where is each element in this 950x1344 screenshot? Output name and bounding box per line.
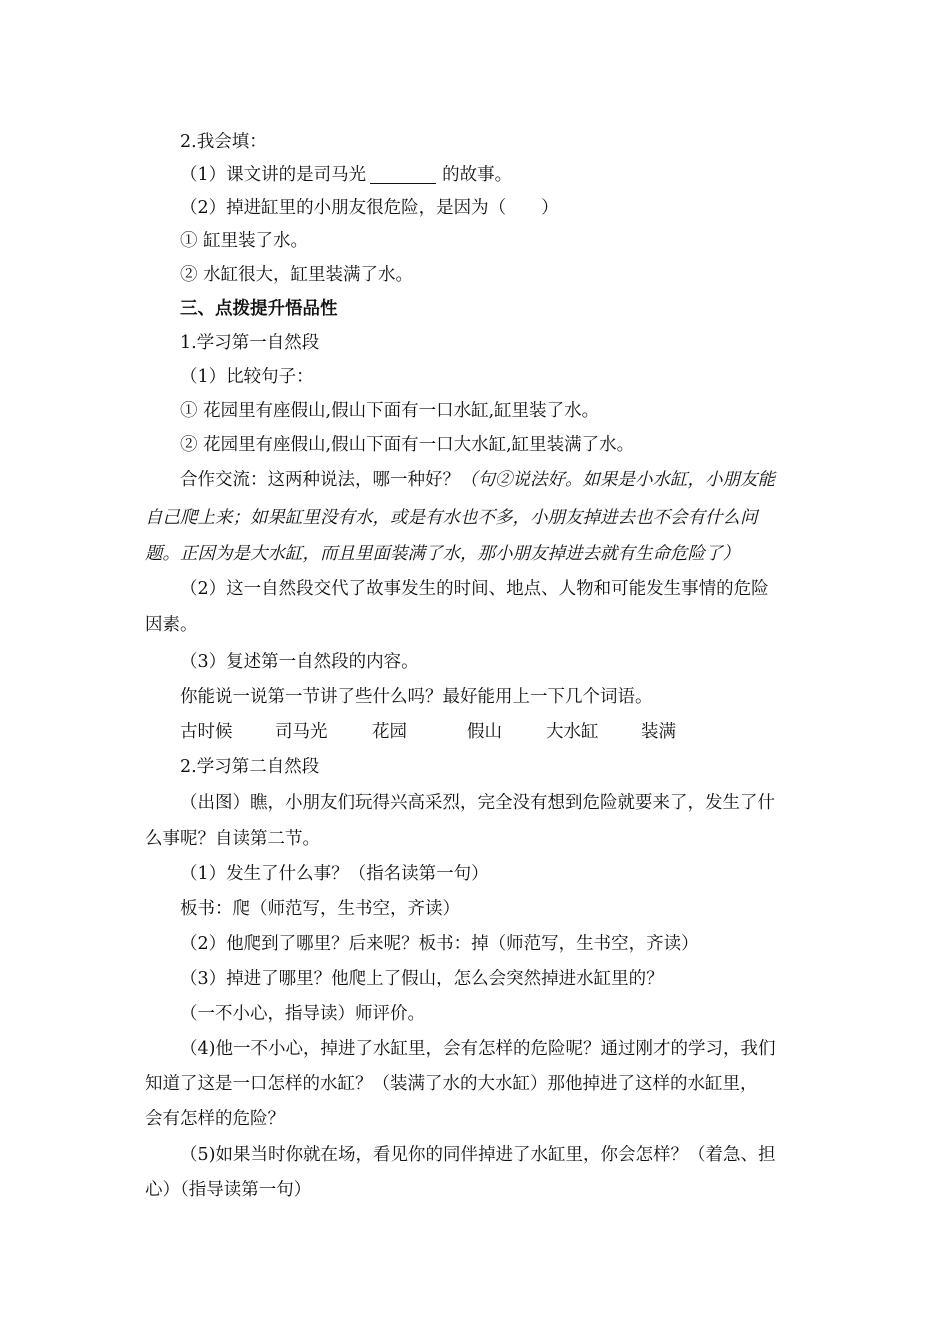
word-item: 大水缸 bbox=[546, 722, 599, 742]
step-3: （3）掉进了哪里？他爬上了假山，怎么会突然掉进水缸里的？ bbox=[180, 969, 664, 989]
option-1: ① 缸里装了水。 bbox=[180, 231, 309, 251]
sentence-2: ② 花园里有座假山,假山下面有一口大水缸,缸里装满了水。 bbox=[180, 435, 635, 455]
step-1: （1）发生了什么事？（指名读第一句） bbox=[180, 864, 489, 884]
question-1-tail: 的故事。 bbox=[442, 165, 513, 185]
picture-prompt: （出图）瞧，小朋友们玩得兴高采烈，完全没有想到危险就要来了，发生了什 bbox=[180, 793, 775, 813]
word-item: 假山 bbox=[467, 722, 502, 742]
retell-prompt: 你能说一说第一节讲了些什么吗？最好能用上一下几个词语。 bbox=[180, 687, 653, 707]
word-item: 装满 bbox=[641, 722, 676, 742]
step-4-cont-2: 会有怎样的危险？ bbox=[145, 1109, 285, 1129]
step-5-cont: 心）（指导读第一句） bbox=[145, 1180, 312, 1200]
question-1-text: （1）课文讲的是司马光 bbox=[180, 165, 367, 185]
picture-prompt-cont: 么事呢？自读第二节。 bbox=[145, 829, 320, 849]
question-1 bbox=[180, 163, 815, 187]
sentence-1: ① 花园里有座假山,假山下面有一口水缸,缸里装了水。 bbox=[180, 401, 600, 421]
discussion-question: 合作交流：这两种说法，哪一种好？ bbox=[180, 470, 460, 490]
word-item: 司马光 bbox=[275, 722, 328, 742]
section-heading-three: 三、点拨提升悟品性 bbox=[180, 299, 338, 319]
answer-blank bbox=[370, 165, 436, 184]
point-3-text: （3）复述第一自然段的内容。 bbox=[180, 652, 419, 672]
step-4: （4)他一不小心，掉进了水缸里，会有怎样的危险呢？通过刚才的学习，我们 bbox=[180, 1039, 776, 1059]
word-item: 花园 bbox=[372, 722, 407, 742]
discussion-answer-cont-1: 自己爬上来；如果缸里没有水，或是有水也不多，小朋友掉进去也不会有什么问 bbox=[145, 508, 758, 528]
compare-sentences: （1）比较句子： bbox=[180, 367, 314, 387]
step-2: （2）他爬到了哪里？后来呢？板书：掉（师范写，生书空，齐读） bbox=[180, 934, 699, 954]
subsection-2: 2.学习第二自然段 bbox=[180, 757, 320, 777]
discussion-line bbox=[180, 468, 815, 492]
step-5: （5)如果当时你就在场，看见你的同伴掉进了水缸里，你会怎样？（着急、担 bbox=[180, 1145, 776, 1165]
step-4-cont-1: 知道了这是一口怎样的水缸？（装满了水的大水缸）那他掉进了这样的水缸里， bbox=[145, 1074, 758, 1094]
board-note-1: 板书：爬（师范写，生书空，齐读） bbox=[180, 899, 460, 919]
point-2-text: （2）这一自然段交代了故事发生的时间、地点、人物和可能发生事情的危险 bbox=[180, 579, 769, 599]
discussion-answer-cont-2: 题。正因为是大水缸，而且里面装满了水，那小朋友掉进去就有生命危险了） bbox=[145, 544, 740, 564]
step-3-note: （一不小心，指导读）师评价。 bbox=[180, 1004, 425, 1024]
discussion-answer: （句②说法好。如果是小水缸，小朋友能 bbox=[460, 470, 775, 490]
word-item: 古时候 bbox=[180, 722, 233, 742]
question-2: （2）掉进缸里的小朋友很危险，是因为（ ） bbox=[180, 198, 559, 218]
section-heading-fill: 2.我会填： bbox=[180, 132, 267, 152]
subsection-1: 1.学习第一自然段 bbox=[180, 333, 320, 353]
point-2-text-cont: 因素。 bbox=[145, 615, 198, 635]
option-2: ② 水缸很大，缸里装满了水。 bbox=[180, 265, 414, 285]
